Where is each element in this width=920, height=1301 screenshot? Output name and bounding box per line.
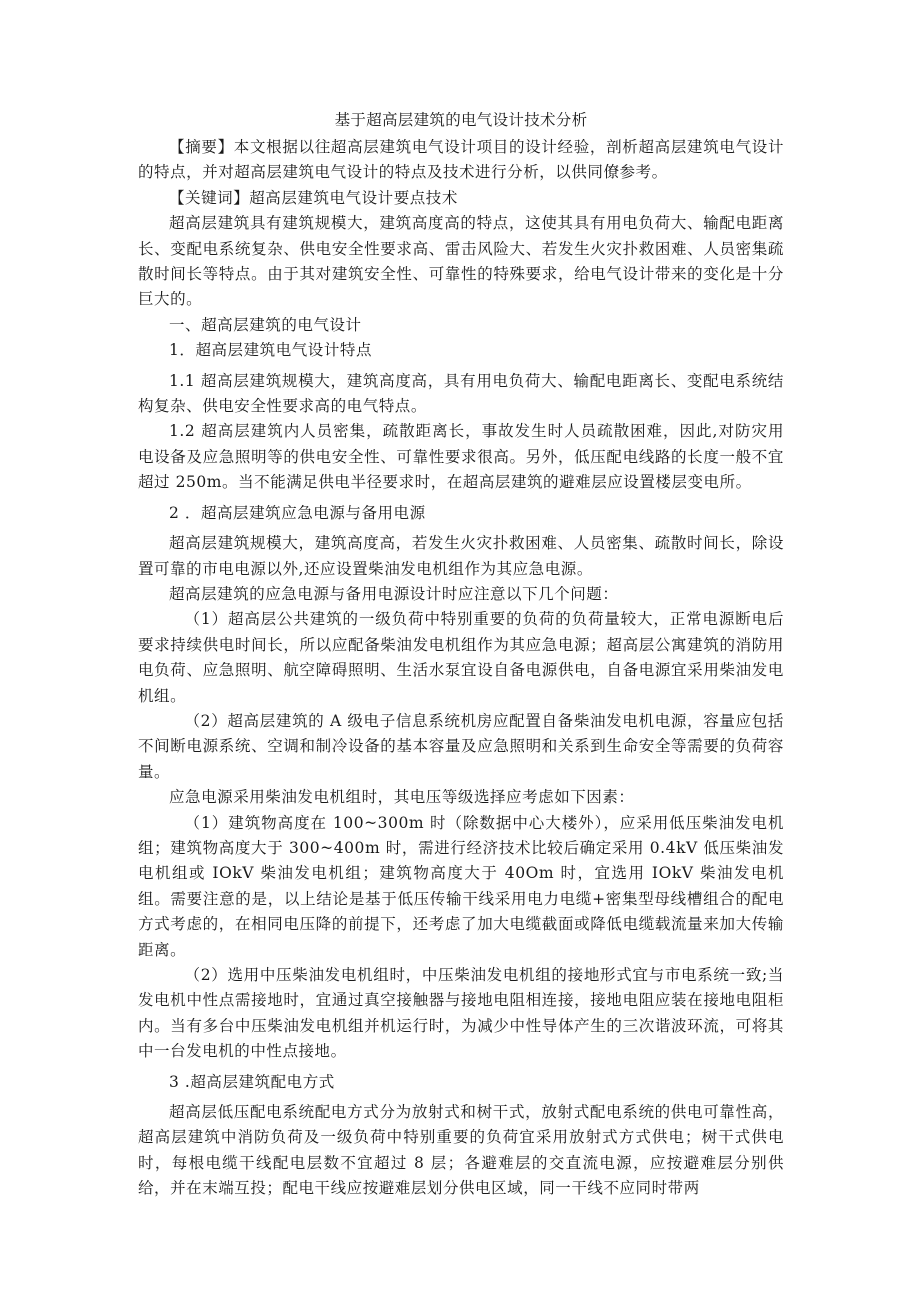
document-title: 基于超高层建筑的电气设计技术分析 (334, 111, 588, 129)
document-page (138, 107, 784, 1202)
list-item: （1）超高层公共建筑的一级负荷中特别重要的负荷的负荷量较大，正常电源断电后要求持续供电时间长，所以应配备柴油发电机组作为其应急电源；超高层公寓建筑的消防用电负荷、应急照明、航空障碍照明、生活水泵宜设自备电源供电，自备电源宜采用柴油发电机组。 (138, 610, 784, 705)
section-heading: 一、超高层建筑的电气设计 (169, 315, 362, 334)
abstract-paragraph: 【摘要】本文根据以往超高层建筑电气设计项目的设计经验，剖析超高层建筑电气设计的特点，并对超高层建筑电气设计的特点及技术进行分析，以供同僚参考。 (138, 138, 784, 182)
subsection-heading: 2 ．超高层建筑应急电源与备用电源 (169, 503, 426, 522)
intro-paragraph: 超高层建筑具有建筑规模大，建筑高度高的特点，这使其具有用电负荷大、输配电距离长、变配电系统复杂、供电安全性要求高、雷击风险大、若发生火灾扑救困难、人员密集疏散时间长等特点。由于其对建筑安全性、可靠性的特殊要求，给电气设计带来的变化是十分巨大的。 (138, 214, 784, 309)
body-paragraph: 1.2 超高层建筑内人员密集，疏散距离长，事故发生时人员疏散困难，因此,对防灾用电设备及应急照明等的供电安全性、可靠性要求很高。另外，低压配电线路的长度一般不宜超过 250m。当不能满足供电半径要求时，在超高层建筑的避难层应设置楼层变电所。 (138, 422, 784, 492)
body-paragraph: 超高层建筑的应急电源与备用电源设计时应注意以下几个问题： (169, 584, 619, 603)
subsection-heading: 3 .超高层建筑配电方式 (169, 1072, 335, 1091)
body-paragraph: 1.1 超高层建筑规模大，建筑高度高，具有用电负荷大、输配电距离长、变配电系统结构复杂、供电安全性要求高的电气特点。 (138, 371, 784, 416)
body-paragraph: 超高层建筑规模大，建筑高度高，若发生火灾扑救困难、人员密集、疏散时间长，除设置可靠的市电电源以外,还应设置柴油发电机组作为其应急电源。 (138, 534, 784, 578)
subsection-heading: 1．超高层建筑电气设计特点 (169, 341, 373, 360)
list-item: （1）建筑物高度在 100~300m 时（除数据中心大楼外），应采用低压柴油发电机组；建筑物高度大于 300~400m 时，需进行经济技术比较后确定采用 0.4kV 低压柴油发电机组或 IOkV 柴油发电机组；建筑物高度大于 40Om 时，宜选用 IOkV 柴油发电机组。需要注意的是，以上结论是基于低压传输干线采用电力电缆+密集型母线槽组合的配电方式考虑的，在相同电压降的前提下，还考虑了加大电缆截面或降低电缆载流量来加大传输距离。 (138, 813, 784, 959)
body-paragraph: 超高层低压配电系统配电方式分为放射式和树干式，放射式配电系统的供电可靠性高，超高层建筑中消防负荷及一级负荷中特别重要的负荷宜采用放射式方式供电；树干式供电时，每根电缆干线配电层数不宜超过 8 层；各避难层的交直流电源，应按避难层分别供给，并在末端互投；配电干线应按避难层划分供电区域，同一干线不应同时带两 (138, 1103, 784, 1198)
list-item: （2）超高层建筑的 A 级电子信息系统机房应配置自备柴油发电机电源，容量应包括不间断电源系统、空调和制冷设备的基本容量及应急照明和关系到生命安全等需要的负荷容量。 (138, 711, 784, 781)
body-paragraph: 应急电源采用柴油发电机组时，其电压等级选择应考虑如下因素： (169, 788, 635, 807)
list-item: （2）选用中压柴油发电机组时，中压柴油发电机组的接地形式宜与市电系统一致;当发电机中性点需接地时，宜通过真空接触器与接地电阻相连接，接地电阻应装在接地电阻柜内。当有多台中压柴油发电机组并机运行时，为减少中性导体产生的三次谐波环流，可将其中一台发电机的中性点接地。 (138, 966, 784, 1061)
keywords-paragraph: 【关键词】超高层建筑电气设计要点技术 (169, 188, 458, 207)
